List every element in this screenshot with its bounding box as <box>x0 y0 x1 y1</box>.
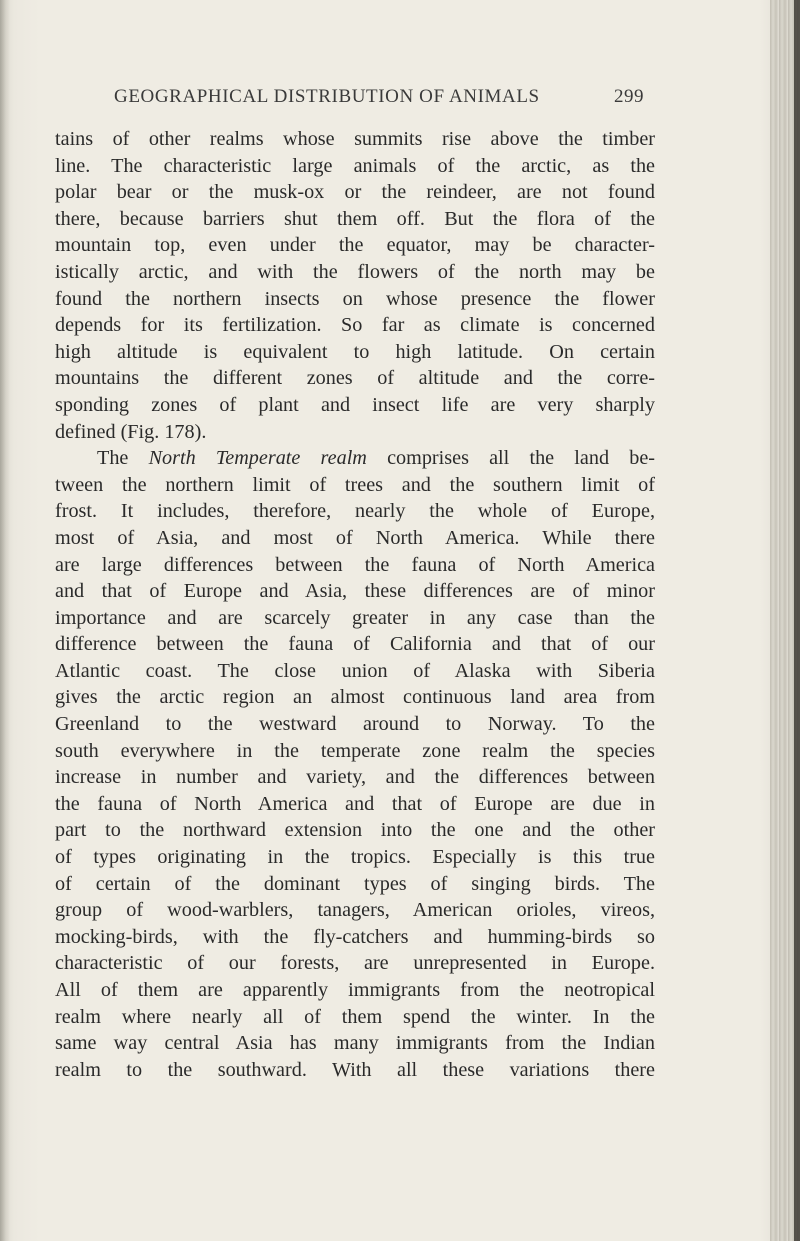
running-header <box>114 86 654 108</box>
text-run: The <box>97 447 149 470</box>
text-line: line. The characteristic large animals of the arctic, as the <box>55 154 655 177</box>
text-line: and that of Europe and Asia, these differences are of minor <box>55 580 655 603</box>
text-line: of certain of the dominant types of singing birds. The <box>55 872 655 895</box>
paragraph-end-line: defined (Fig. 178). <box>55 420 207 443</box>
text-line: are large differences between the fauna of North America <box>55 553 655 576</box>
text-line: polar bear or the musk-ox or the reindeer, are not found <box>55 181 655 204</box>
running-head-title: GEOGRAPHICAL DISTRIBUTION OF ANIMALS <box>114 86 540 107</box>
text-line: frost. It includes, therefore, nearly the whole of Europe, <box>55 500 655 523</box>
text-line: there, because barriers shut them off. But the flora of the <box>55 207 655 230</box>
page-number: 299 <box>614 86 644 107</box>
text-line: same way central Asia has many immigrants from the Indian <box>55 1032 655 1055</box>
body-text <box>55 126 655 1083</box>
text-line: high altitude is equivalent to high latitude. On certain <box>55 340 655 363</box>
text-line: depends for its fertilization. So far as climate is concerned <box>55 314 655 337</box>
realm-name-italic: North Temperate realm <box>148 447 367 470</box>
text-line: south everywhere in the temperate zone realm the species <box>55 739 655 762</box>
text-line: All of them are apparently immigrants from the neotropical <box>55 979 655 1001</box>
paragraph-start-line <box>55 445 655 472</box>
text-line: of types originating in the tropics. Especially is this true <box>55 846 655 869</box>
text-line: part to the northward extension into the one and the other <box>55 819 655 842</box>
text-line: mountain top, even under the equator, may be character- <box>55 234 655 257</box>
text-line: difference between the fauna of California and that of our <box>55 633 655 656</box>
text-line: gives the arctic region an almost continuous land area from <box>55 686 655 709</box>
page-gutter-shadow <box>0 0 10 1241</box>
text-line: most of Asia, and most of North America. While there <box>55 526 655 549</box>
text-line: realm where nearly all of them spend the winter. In the <box>55 1005 655 1028</box>
text-run: comprises all the land be- <box>366 447 656 470</box>
text-line: tween the northern limit of trees and the southern limit of <box>55 473 655 496</box>
text-line: tains of other realms whose summits rise above the timber <box>55 128 655 150</box>
text-line: istically arctic, and with the flowers of the north may be <box>55 260 655 283</box>
text-line: found the northern insects on whose presence the flower <box>55 287 655 310</box>
text-line: increase in number and variety, and the differences between <box>55 766 655 789</box>
page-edge-shadow <box>794 0 800 1241</box>
text-line: Atlantic coast. The close union of Alaska with Siberia <box>55 659 655 682</box>
text-line: sponding zones of plant and insect life are very sharply <box>55 393 655 416</box>
text-line: importance and are scarcely greater in any case than the <box>55 606 655 629</box>
text-line: the fauna of North America and that of Europe are due in <box>55 792 655 815</box>
text-line: Greenland to the westward around to Norway. To the <box>55 713 655 736</box>
text-line: mountains the different zones of altitude and the corre- <box>55 367 655 390</box>
text-line: characteristic of our forests, are unrepresented in Europe. <box>55 952 655 975</box>
text-line: mocking-birds, with the fly-catchers and humming-birds so <box>55 925 655 948</box>
text-line: realm to the southward. With all these variations there <box>55 1058 655 1081</box>
text-line: group of wood-warblers, tanagers, American orioles, vireos, <box>55 899 655 922</box>
